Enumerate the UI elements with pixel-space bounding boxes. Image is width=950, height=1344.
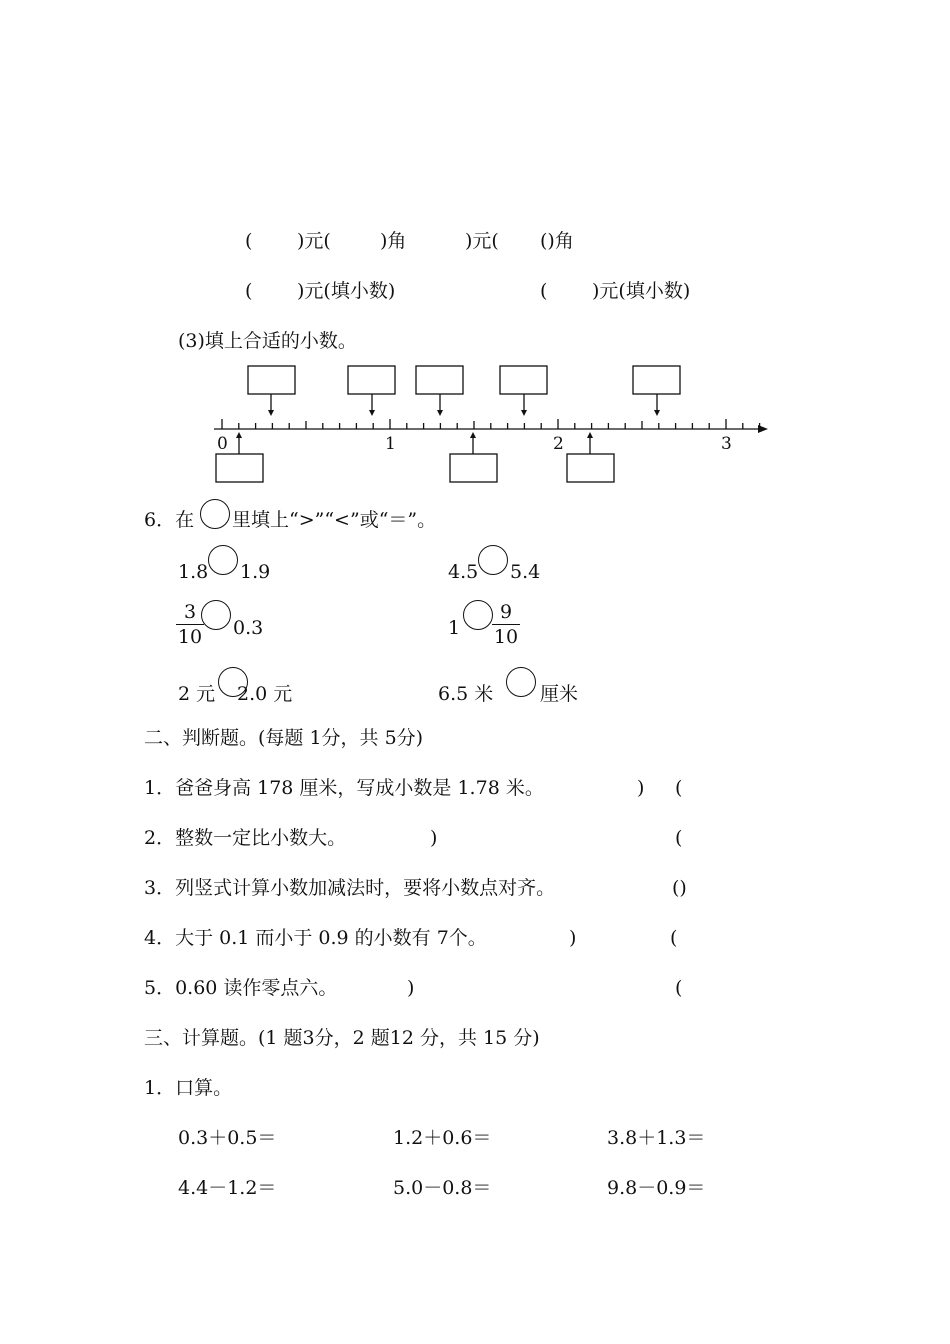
money-row1-yuan-2: )元( — [465, 230, 499, 252]
arrow-down-icon — [521, 410, 527, 416]
s2-item3-text: 3．列竖式计算小数加减法时，要将小数点对齐。 — [144, 877, 556, 899]
q6-head-a: 6．在 — [144, 509, 195, 531]
q6-item2-circle[interactable] — [478, 545, 508, 575]
s2-item4-text: 4．大于 0.1 而小于 0.9 的小数有 7个。 — [144, 927, 487, 949]
q6-head-circle — [200, 499, 230, 529]
q6-item6-circle[interactable] — [506, 667, 536, 697]
number-line-label-0: 0 — [217, 434, 228, 454]
q6-item4-fraction — [492, 601, 520, 648]
calc-r2-c2: 5.0－0.8＝ — [393, 1177, 492, 1199]
calc-r2-c3: 9.8－0.9＝ — [607, 1177, 706, 1199]
arrow-down-icon — [437, 410, 443, 416]
q3-label: (3)填上合适的小数。 — [178, 330, 357, 352]
q6-item4-left: 1 — [448, 617, 461, 639]
money-row2-yuan-decimal: )元(填小数) — [297, 280, 396, 302]
money-row2-yuan-decimal-2: )元(填小数) — [592, 280, 691, 302]
section3-sub1: 1．口算。 — [144, 1077, 233, 1099]
s2-item5-open: ( — [675, 977, 683, 999]
q6-item1-circle[interactable] — [208, 545, 238, 575]
answer-box-bottom-3 — [567, 454, 614, 482]
s2-item2-close: ) — [430, 827, 438, 849]
money-row1-yuan: )元( — [297, 230, 331, 252]
answer-box-bottom-2 — [450, 454, 497, 482]
money-row2-paren-open: ( — [245, 280, 253, 302]
arrow-up-icon — [587, 432, 593, 438]
s2-item3-open: () — [672, 877, 687, 899]
section3-title: 三、计算题。(1 题3分，2 题12 分，共 15 分) — [144, 1027, 540, 1049]
q6-item6-right: 厘米 — [540, 683, 579, 705]
q6-item6-left: 6.5 米 — [438, 683, 494, 705]
money-row2-paren-open-2: ( — [540, 280, 548, 302]
answer-box-top-1 — [248, 366, 295, 394]
answer-box-bottom-1 — [216, 454, 263, 482]
money-row1-paren-open: ( — [245, 230, 253, 252]
q6-item4-frac-den: 10 — [493, 626, 519, 648]
fraction-bar — [176, 624, 204, 625]
q6-item5-right: 2.0 元 — [237, 683, 293, 705]
arrow-up-icon — [236, 432, 242, 438]
arrow-down-icon — [268, 410, 274, 416]
answer-box-top-4 — [500, 366, 547, 394]
calc-r1-c3: 3.8＋1.3＝ — [607, 1127, 706, 1149]
number-line-label-3: 3 — [721, 434, 732, 454]
arrow-down-icon — [654, 410, 660, 416]
arrow-up-icon — [470, 432, 476, 438]
s2-item4-open: ( — [670, 927, 678, 949]
calc-r2-c1: 4.4－1.2＝ — [178, 1177, 277, 1199]
money-row1-jiao-2: ()角 — [540, 230, 574, 252]
q6-item3-right: 0.3 — [233, 617, 264, 639]
s2-item1-open: ( — [675, 777, 683, 799]
q6-item1-right: 1.9 — [240, 561, 271, 583]
q6-head-b: 里填上“>”“<”或“＝”。 — [232, 509, 437, 531]
q6-item3-frac-num: 3 — [183, 601, 197, 623]
answer-box-top-2 — [348, 366, 395, 394]
money-row1-jiao: )角 — [380, 230, 407, 252]
s2-item1-text: 1．爸爸身高 178 厘米，写成小数是 1.78 米。 — [144, 777, 544, 799]
calc-r1-c1: 0.3＋0.5＝ — [178, 1127, 277, 1149]
arrow-down-icon — [369, 410, 375, 416]
s2-item4-close: ) — [569, 927, 577, 949]
q6-item2-right: 5.4 — [510, 561, 541, 583]
q6-item3-fraction — [176, 601, 204, 648]
s2-item2-open: ( — [675, 827, 683, 849]
number-line-label-2: 2 — [553, 434, 564, 454]
q6-item5-left: 2 元 — [178, 683, 216, 705]
calc-r1-c2: 1.2＋0.6＝ — [393, 1127, 492, 1149]
fraction-bar — [492, 624, 520, 625]
s2-item1-close: ) — [637, 777, 645, 799]
answer-box-top-3 — [416, 366, 463, 394]
q6-item4-circle[interactable] — [463, 600, 493, 630]
section2-title: 二、判断题。(每题 1分，共 5分) — [144, 727, 424, 749]
s2-item2-text: 2．整数一定比小数大。 — [144, 827, 347, 849]
q6-item3-frac-den: 10 — [177, 626, 203, 648]
s2-item5-text: 5．0.60 读作零点六。 — [144, 977, 338, 999]
q6-item3-circle[interactable] — [201, 600, 231, 630]
q6-item1-left: 1.8 — [178, 561, 209, 583]
number-line-label-1: 1 — [385, 434, 396, 454]
q6-item2-left: 4.5 — [448, 561, 479, 583]
s2-item5-close: ) — [407, 977, 415, 999]
q6-item4-frac-num: 9 — [499, 601, 513, 623]
answer-box-top-5 — [633, 366, 680, 394]
